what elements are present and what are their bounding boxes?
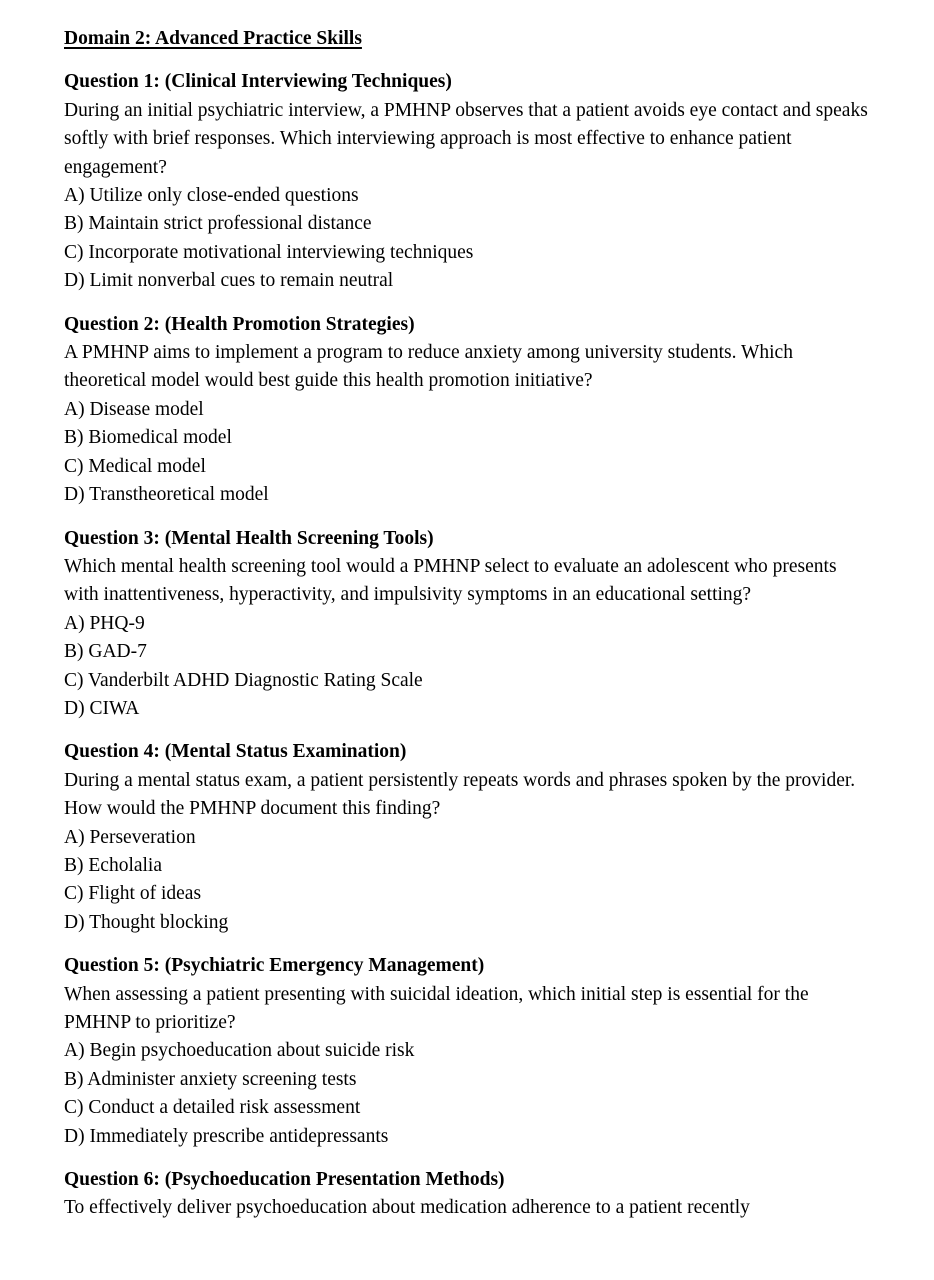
question-heading: Question 2: (Health Promotion Strategies) bbox=[64, 313, 415, 335]
question-stem: When assessing a patient presenting with suicidal ideation, which initial step is essential for the PMHNP to prioritize? bbox=[64, 983, 809, 1033]
question-stem: To effectively deliver psychoeducation about medication adherence to a patient recently bbox=[64, 1197, 750, 1219]
question-option-b: B) GAD-7 bbox=[64, 641, 147, 663]
question-option-d: D) Limit nonverbal cues to remain neutral bbox=[64, 270, 394, 292]
question-option-b: B) Biomedical model bbox=[64, 427, 232, 449]
question-option-c: C) Flight of ideas bbox=[64, 883, 202, 905]
question-option-a: A) Begin psychoeducation about suicide risk bbox=[64, 1040, 415, 1062]
question-stem: A PMHNP aims to implement a program to reduce anxiety among university students. Which theoretical model would best guide this health promotion initiative? bbox=[64, 342, 793, 392]
question-block-5 bbox=[64, 952, 870, 1151]
question-option-d: D) Immediately prescribe antidepressants bbox=[64, 1125, 389, 1147]
question-stem: During a mental status exam, a patient persistently repeats words and phrases spoken by the provider. How would the PMHNP document this finding? bbox=[64, 769, 856, 820]
question-option-d: D) Thought blocking bbox=[64, 911, 229, 933]
question-option-b: B) Echolalia bbox=[64, 854, 163, 876]
question-option-c: C) Conduct a detailed risk assessment bbox=[64, 1097, 361, 1119]
question-heading: Question 3: (Mental Health Screening Tools) bbox=[64, 527, 434, 549]
question-option-c: C) Medical model bbox=[64, 455, 206, 477]
question-heading: Question 6: (Psychoeducation Presentation Methods) bbox=[64, 1169, 505, 1191]
question-option-b: B) Maintain strict professional distance bbox=[64, 213, 372, 235]
question-block-4 bbox=[64, 738, 870, 937]
question-option-a: A) Perseveration bbox=[64, 826, 196, 848]
question-option-d: D) CIWA bbox=[64, 697, 140, 719]
question-block-1 bbox=[64, 68, 870, 295]
question-block-3 bbox=[64, 525, 870, 724]
question-block-2 bbox=[64, 311, 870, 510]
question-option-a: A) PHQ-9 bbox=[64, 612, 145, 634]
question-option-c: C) Vanderbilt ADHD Diagnostic Rating Scale bbox=[64, 669, 423, 691]
question-stem: Which mental health screening tool would a PMHNP select to evaluate an adolescent who presents with inattentiveness, hyperactivity, and impulsivity symptoms in an educational setting? bbox=[64, 555, 837, 606]
question-option-a: A) Utilize only close-ended questions bbox=[64, 185, 359, 207]
question-heading: Question 5: (Psychiatric Emergency Management) bbox=[64, 955, 485, 977]
question-heading: Question 1: (Clinical Interviewing Techniques) bbox=[64, 71, 452, 93]
document-title: Domain 2: Advanced Practice Skills bbox=[64, 28, 362, 49]
question-option-c: C) Incorporate motivational interviewing techniques bbox=[64, 241, 474, 263]
question-option-a: A) Disease model bbox=[64, 398, 204, 420]
question-block-6 bbox=[64, 1166, 870, 1223]
question-stem: During an initial psychiatric interview, a PMHNP observes that a patient avoids eye contact and speaks softly with brief responses. Which interviewing approach is most effective to enhance patient engagement? bbox=[64, 99, 868, 178]
question-heading: Question 4: (Mental Status Examination) bbox=[64, 741, 407, 763]
question-option-d: D) Transtheoretical model bbox=[64, 484, 269, 506]
question-option-b: B) Administer anxiety screening tests bbox=[64, 1068, 357, 1090]
